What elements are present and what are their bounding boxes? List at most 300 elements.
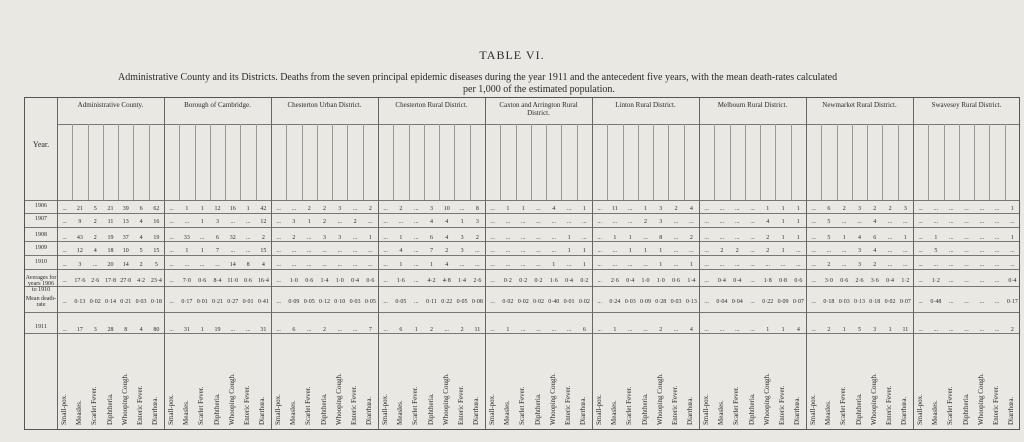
table-cell: ... xyxy=(597,235,602,241)
table-cell: 5 xyxy=(827,219,831,225)
table-cell: 7·0 xyxy=(182,278,191,284)
table-cell: 2 xyxy=(1010,327,1014,333)
table-cell: 8 xyxy=(246,262,250,268)
table-cell: ... xyxy=(490,327,495,333)
table-cell: 0·6 xyxy=(672,278,681,284)
table-cell: 1·6 xyxy=(549,278,558,284)
table-cell: ... xyxy=(994,327,1000,333)
table-cell: ... xyxy=(948,262,954,268)
table-cell: ... xyxy=(704,235,709,241)
table-cell: 0·02 xyxy=(884,299,896,305)
table-cell: 10 xyxy=(443,206,450,212)
table-cell: 11 xyxy=(474,327,481,333)
table-cell: ... xyxy=(566,219,572,225)
table-cell: 4·8 xyxy=(442,278,451,284)
row-label: 1910 xyxy=(35,259,47,265)
table-cell: ... xyxy=(948,219,954,225)
table-cell: ... xyxy=(994,299,1000,305)
table-cell: 0·03 xyxy=(838,299,850,305)
table-cell: 1 xyxy=(246,206,250,212)
table-cell: 0·4 xyxy=(1008,278,1017,284)
table-cell: ... xyxy=(933,219,939,225)
column-divider xyxy=(638,124,639,200)
column-divider xyxy=(225,124,226,200)
table-cell: 0·03 xyxy=(670,299,682,305)
disease-column-header: Diphtheria. xyxy=(426,393,435,425)
table-cell: ... xyxy=(750,219,755,225)
table-cell: 5 xyxy=(934,248,938,254)
disease-column-header: Measles. xyxy=(609,400,618,425)
column-divider xyxy=(133,124,134,200)
table-cell: ... xyxy=(169,299,174,305)
table-cell: ... xyxy=(291,248,297,254)
table-cell: 4 xyxy=(873,248,877,254)
table-cell: ... xyxy=(643,235,648,241)
table-cell: 3 xyxy=(338,235,342,241)
table-cell: 1 xyxy=(644,206,647,212)
table-cell: ... xyxy=(887,248,893,254)
table-cell: 1 xyxy=(796,206,800,212)
table-subtitle: Administrative County and its Districts. Deaths from the seven principal epidemic diseases during the year 1911 and the antecedent five years, with the mean death-rates calculated xyxy=(118,72,838,83)
table-cell: ... xyxy=(276,262,281,268)
column-divider xyxy=(607,124,608,200)
table-cell: ... xyxy=(276,235,281,241)
table-cell: ... xyxy=(857,219,862,225)
table-cell: 3 xyxy=(858,206,861,212)
table-cell: 19 xyxy=(214,327,221,333)
column-divider xyxy=(944,124,945,200)
table-cell: 6 xyxy=(827,206,831,212)
table-cell: ... xyxy=(964,206,969,212)
table-cell: ... xyxy=(383,248,388,254)
table-cell: 5 xyxy=(858,327,861,333)
table-cell: 0·05 xyxy=(395,299,407,305)
table-cell: ... xyxy=(918,299,923,305)
district-header: Administrative County. xyxy=(77,101,144,109)
table-cell: ... xyxy=(1010,219,1015,225)
table-cell: 1·0 xyxy=(656,278,665,284)
table-cell: 1 xyxy=(521,206,525,212)
table-cell: ... xyxy=(92,262,98,268)
disease-column-header: Small-pox. xyxy=(487,394,496,425)
table-cell: ... xyxy=(520,235,526,241)
table-cell: ... xyxy=(475,262,480,268)
table-cell: ... xyxy=(169,206,174,212)
table-cell: ... xyxy=(673,248,679,254)
table-cell: 80 xyxy=(153,327,160,333)
table-cell: 2 xyxy=(873,262,877,268)
table-cell: 8 xyxy=(659,235,663,241)
table-cell: ... xyxy=(276,219,281,225)
table-cell: ... xyxy=(811,327,816,333)
table-cell: ... xyxy=(597,248,602,254)
row-label: 1906 xyxy=(35,203,47,209)
district-header: Chesterton Urban District. xyxy=(287,101,362,109)
table-cell: ... xyxy=(368,262,373,268)
disease-column-header: Measles. xyxy=(716,400,725,425)
table-cell: ... xyxy=(62,235,67,241)
table-cell: ... xyxy=(979,206,985,212)
table-cell: ... xyxy=(413,278,419,284)
table-cell: ... xyxy=(520,262,526,268)
disease-column-header: Scarlet Fever. xyxy=(732,386,741,425)
table-cell: ... xyxy=(612,262,618,268)
table-cell: 4 xyxy=(689,206,693,212)
table-cell: ... xyxy=(750,299,755,305)
table-cell: 1 xyxy=(185,206,189,212)
column-divider xyxy=(623,124,624,200)
table-cell: 0·13 xyxy=(685,299,697,305)
table-cell: 16 xyxy=(229,206,236,212)
table-cell: 39 xyxy=(122,206,129,212)
table-cell: ... xyxy=(704,327,709,333)
table-cell: 2 xyxy=(766,248,770,254)
table-cell: 0·6 xyxy=(198,278,207,284)
table-cell: ... xyxy=(276,327,281,333)
table-cell: ... xyxy=(979,219,985,225)
disease-column-header: Measles. xyxy=(930,400,939,425)
table-cell: 3 xyxy=(216,219,219,225)
table-cell: 3 xyxy=(659,206,663,212)
table-cell: ... xyxy=(918,219,923,225)
table-cell: 2 xyxy=(445,248,449,254)
column-divider xyxy=(210,124,211,200)
table-cell: ... xyxy=(383,278,388,284)
table-cell: 3 xyxy=(460,235,464,241)
table-cell: 0·04 xyxy=(716,299,728,305)
table-cell: ... xyxy=(964,262,969,268)
table-cell: ... xyxy=(490,262,495,268)
table-cell: 3 xyxy=(873,327,877,333)
table-cell: 2 xyxy=(323,327,326,333)
disease-column-header: Scarlet Fever. xyxy=(518,386,527,425)
column-divider xyxy=(577,124,578,200)
table-cell: ... xyxy=(520,327,526,333)
table-cell: 0·08 xyxy=(471,299,483,305)
table-cell: ... xyxy=(490,299,495,305)
column-divider xyxy=(546,124,547,200)
table-cell: ... xyxy=(490,219,495,225)
table-cell: ... xyxy=(169,262,174,268)
disease-column-header: Measles. xyxy=(288,400,297,425)
table-cell: ... xyxy=(903,219,908,225)
table-cell: ... xyxy=(245,327,251,333)
table-cell: 0·4 xyxy=(717,278,726,284)
table-cell: ... xyxy=(352,248,358,254)
table-cell: ... xyxy=(459,262,465,268)
table-cell: 1 xyxy=(934,235,938,241)
table-cell: ... xyxy=(520,248,526,254)
column-divider xyxy=(760,124,761,200)
table-cell: 0·05 xyxy=(303,299,315,305)
table-cell: 4 xyxy=(766,219,770,225)
table-cell: 1 xyxy=(888,327,892,333)
district-divider xyxy=(164,98,165,429)
table-cell: ... xyxy=(291,262,297,268)
table-cell: 1 xyxy=(368,235,372,241)
year-column-header: Year. xyxy=(32,140,50,149)
table-cell: ... xyxy=(383,327,388,333)
table-cell: ... xyxy=(505,235,511,241)
table-cell: 7 xyxy=(430,248,433,254)
table-cell: ... xyxy=(536,219,541,225)
table-cell: 4 xyxy=(858,235,861,241)
table-cell: 6 xyxy=(582,327,586,333)
disease-column-header: Diarrhœa. xyxy=(258,396,267,425)
disease-column-header: Scarlet Fever. xyxy=(625,386,634,425)
table-cell: 0·05 xyxy=(456,299,468,305)
table-cell: 1 xyxy=(200,327,204,333)
table-cell: 1·8 xyxy=(763,278,772,284)
table-cell: 1 xyxy=(399,262,403,268)
table-cell: 0·22 xyxy=(762,299,774,305)
table-cell: 6 xyxy=(399,327,403,333)
disease-column-header: Enteric Fever. xyxy=(992,385,1001,425)
disease-column-header: Scarlet Fever. xyxy=(197,386,206,425)
table-cell: ... xyxy=(750,235,755,241)
table-cell: ... xyxy=(994,235,1000,241)
table-cell: ... xyxy=(536,262,541,268)
table-cell: ... xyxy=(245,235,251,241)
table-cell: 2 xyxy=(93,219,97,225)
column-divider xyxy=(500,124,501,200)
table-cell: ... xyxy=(230,248,236,254)
table-cell: ... xyxy=(169,248,174,254)
column-divider xyxy=(775,124,776,200)
district-divider xyxy=(57,98,58,429)
table-cell: 3 xyxy=(338,206,342,212)
table-cell: 1 xyxy=(781,235,785,241)
table-cell: 0·02 xyxy=(578,299,590,305)
disease-column-header: Enteric Fever. xyxy=(243,385,252,425)
table-cell: ... xyxy=(597,219,602,225)
table-cell: 2 xyxy=(827,262,831,268)
disease-column-header: Small-pox. xyxy=(701,394,710,425)
table-cell: ... xyxy=(734,327,740,333)
table-cell: ... xyxy=(459,206,465,212)
table-cell: ... xyxy=(413,262,419,268)
column-divider xyxy=(959,124,960,200)
column-divider xyxy=(974,124,975,200)
table-cell: ... xyxy=(948,299,954,305)
table-cell: ... xyxy=(627,327,633,333)
table-cell: ... xyxy=(306,262,312,268)
table-cell: ... xyxy=(352,262,358,268)
table-cell: 3 xyxy=(93,327,97,333)
table-cell: 0·6 xyxy=(305,278,314,284)
disease-column-header: Measles. xyxy=(74,400,83,425)
row-label: 1908 xyxy=(35,232,47,238)
table-cell: 2 xyxy=(475,235,479,241)
table-cell: 5 xyxy=(139,248,143,254)
disease-column-header: Diphtheria. xyxy=(640,393,649,425)
disease-column-header: Diphtheria. xyxy=(747,393,756,425)
table-cell: ... xyxy=(566,206,572,212)
table-cell: 33 xyxy=(183,235,190,241)
table-cell: 1·0 xyxy=(289,278,298,284)
table-cell: 0·02 xyxy=(533,299,544,305)
table-cell: 0·4 xyxy=(886,278,895,284)
table-cell: 16 xyxy=(153,219,160,225)
disease-column-header: Small-pox. xyxy=(915,394,924,425)
disease-column-header: Enteric Fever. xyxy=(885,385,894,425)
column-divider xyxy=(684,124,685,200)
table-cell: ... xyxy=(169,235,174,241)
table-cell: ... xyxy=(719,327,725,333)
table-cell: 4 xyxy=(445,262,449,268)
disease-column-header: Diphtheria. xyxy=(319,393,328,425)
table-cell: 2 xyxy=(323,206,326,212)
disease-column-header: Diarrhœa. xyxy=(365,396,374,425)
table-cell: ... xyxy=(994,206,1000,212)
table-cell: ... xyxy=(551,235,557,241)
table-cell: 0·4 xyxy=(351,278,360,284)
column-divider xyxy=(1005,124,1006,200)
table-cell: 1 xyxy=(430,262,433,268)
column-divider xyxy=(347,124,348,200)
disease-column-header: Diarrhœa. xyxy=(793,396,802,425)
column-divider xyxy=(454,124,455,200)
table-cell: 1·0 xyxy=(641,278,650,284)
table-cell: ... xyxy=(505,248,511,254)
table-cell: ... xyxy=(719,219,725,225)
table-cell: 1 xyxy=(613,235,617,241)
table-cell: 1 xyxy=(200,219,204,225)
table-cell: ... xyxy=(918,248,923,254)
table-cell: ... xyxy=(306,248,312,254)
table-cell: ... xyxy=(689,219,694,225)
table-cell: ... xyxy=(811,235,816,241)
table-cell: ... xyxy=(475,248,480,254)
table-cell: 13 xyxy=(122,219,129,225)
table-cell: 2 xyxy=(93,235,97,241)
column-divider xyxy=(531,124,532,200)
disease-column-header: Whooping Cough. xyxy=(548,373,557,425)
table-cell: ... xyxy=(734,262,740,268)
table-cell: ... xyxy=(536,206,541,212)
table-cell: 27·0 xyxy=(120,278,132,284)
table-cell: 12 xyxy=(76,248,83,254)
table-cell: ... xyxy=(199,235,205,241)
table-cell: 0·11 xyxy=(426,299,437,305)
table-cell: ... xyxy=(811,278,816,284)
table-cell: ... xyxy=(673,235,679,241)
table-cell: ... xyxy=(169,219,174,225)
disease-column-header: Enteric Fever. xyxy=(778,385,787,425)
table-cell: ... xyxy=(62,206,67,212)
table-cell: ... xyxy=(169,327,174,333)
disease-column-header: Scarlet Fever. xyxy=(411,386,420,425)
column-divider xyxy=(286,124,287,200)
table-cell: 19 xyxy=(153,235,160,241)
table-cell: 10 xyxy=(122,248,129,254)
table-cell: 0·41 xyxy=(257,299,269,305)
table-cell: 31 xyxy=(260,327,267,333)
table-cell: 1 xyxy=(582,262,586,268)
table-cell: 19 xyxy=(107,235,114,241)
table-cell: 9 xyxy=(78,219,82,225)
table-cell: ... xyxy=(276,299,281,305)
column-divider xyxy=(837,124,838,200)
table-cell: 1 xyxy=(506,206,510,212)
disease-column-header: Measles. xyxy=(181,400,190,425)
table-cell: ... xyxy=(627,219,633,225)
table-cell: ... xyxy=(536,327,541,333)
table-cell: ... xyxy=(734,235,740,241)
column-divider xyxy=(317,124,318,200)
table-cell: 0·10 xyxy=(334,299,346,305)
table-cell: 37 xyxy=(122,235,129,241)
table-cell: 0·4 xyxy=(565,278,574,284)
table-cell: ... xyxy=(948,235,954,241)
table-cell: 11 xyxy=(902,327,909,333)
table-cell: 2 xyxy=(430,327,433,333)
row-label: 1907 xyxy=(35,216,47,222)
table-cell: 0·13 xyxy=(74,299,86,305)
table-cell: 0·2 xyxy=(580,278,589,284)
table-cell: ... xyxy=(964,327,969,333)
table-cell: ... xyxy=(811,262,816,268)
table-cell: 1·2 xyxy=(931,278,940,284)
table-cell: 2 xyxy=(873,206,877,212)
disease-column-header: Diarrhœa. xyxy=(472,396,481,425)
table-cell: 43 xyxy=(76,235,83,241)
table-cell: ... xyxy=(490,206,495,212)
table-cell: ... xyxy=(948,327,954,333)
table-cell: 1 xyxy=(659,248,663,254)
table-cell: 2 xyxy=(307,206,311,212)
table-cell: 2 xyxy=(399,206,403,212)
table-cell: 0·18 xyxy=(869,299,881,305)
table-cell: ... xyxy=(337,327,343,333)
table-cell: 2·6 xyxy=(473,278,482,284)
table-cell: ... xyxy=(750,262,755,268)
table-cell: ... xyxy=(368,248,373,254)
table-cell: ... xyxy=(62,248,67,254)
table-cell: 4 xyxy=(796,327,800,333)
column-divider xyxy=(561,124,562,200)
table-cell: 3 xyxy=(292,219,296,225)
table-cell: ... xyxy=(750,248,755,254)
table-cell: 1 xyxy=(307,219,311,225)
disease-column-header: Diarrhœa. xyxy=(151,396,160,425)
table-cell: 3 xyxy=(903,206,907,212)
district-divider xyxy=(806,98,807,429)
column-divider xyxy=(363,124,364,200)
table-cell: ... xyxy=(704,219,709,225)
table-cell: 1 xyxy=(567,235,571,241)
table-cell: 15 xyxy=(260,248,267,254)
table-cell: 1 xyxy=(200,206,204,212)
table-cell: ... xyxy=(184,219,190,225)
table-cell: 12 xyxy=(260,219,267,225)
table-cell: ... xyxy=(811,299,816,305)
table-cell: ... xyxy=(352,206,358,212)
district-header: Chesterton Rural District. xyxy=(395,101,468,109)
table-cell: 5 xyxy=(827,235,831,241)
table-cell: ... xyxy=(520,219,526,225)
table-cell: ... xyxy=(948,206,954,212)
table-cell: 0·6 xyxy=(794,278,803,284)
table-cell: 0·17 xyxy=(181,299,193,305)
table-cell: 28 xyxy=(107,327,114,333)
table-cell: 42 xyxy=(260,206,267,212)
table-cell: ... xyxy=(903,262,908,268)
column-divider xyxy=(668,124,669,200)
table-cell: 1 xyxy=(185,248,189,254)
table-cell: 16·4 xyxy=(257,278,269,284)
table-cell: 1·4 xyxy=(320,278,329,284)
